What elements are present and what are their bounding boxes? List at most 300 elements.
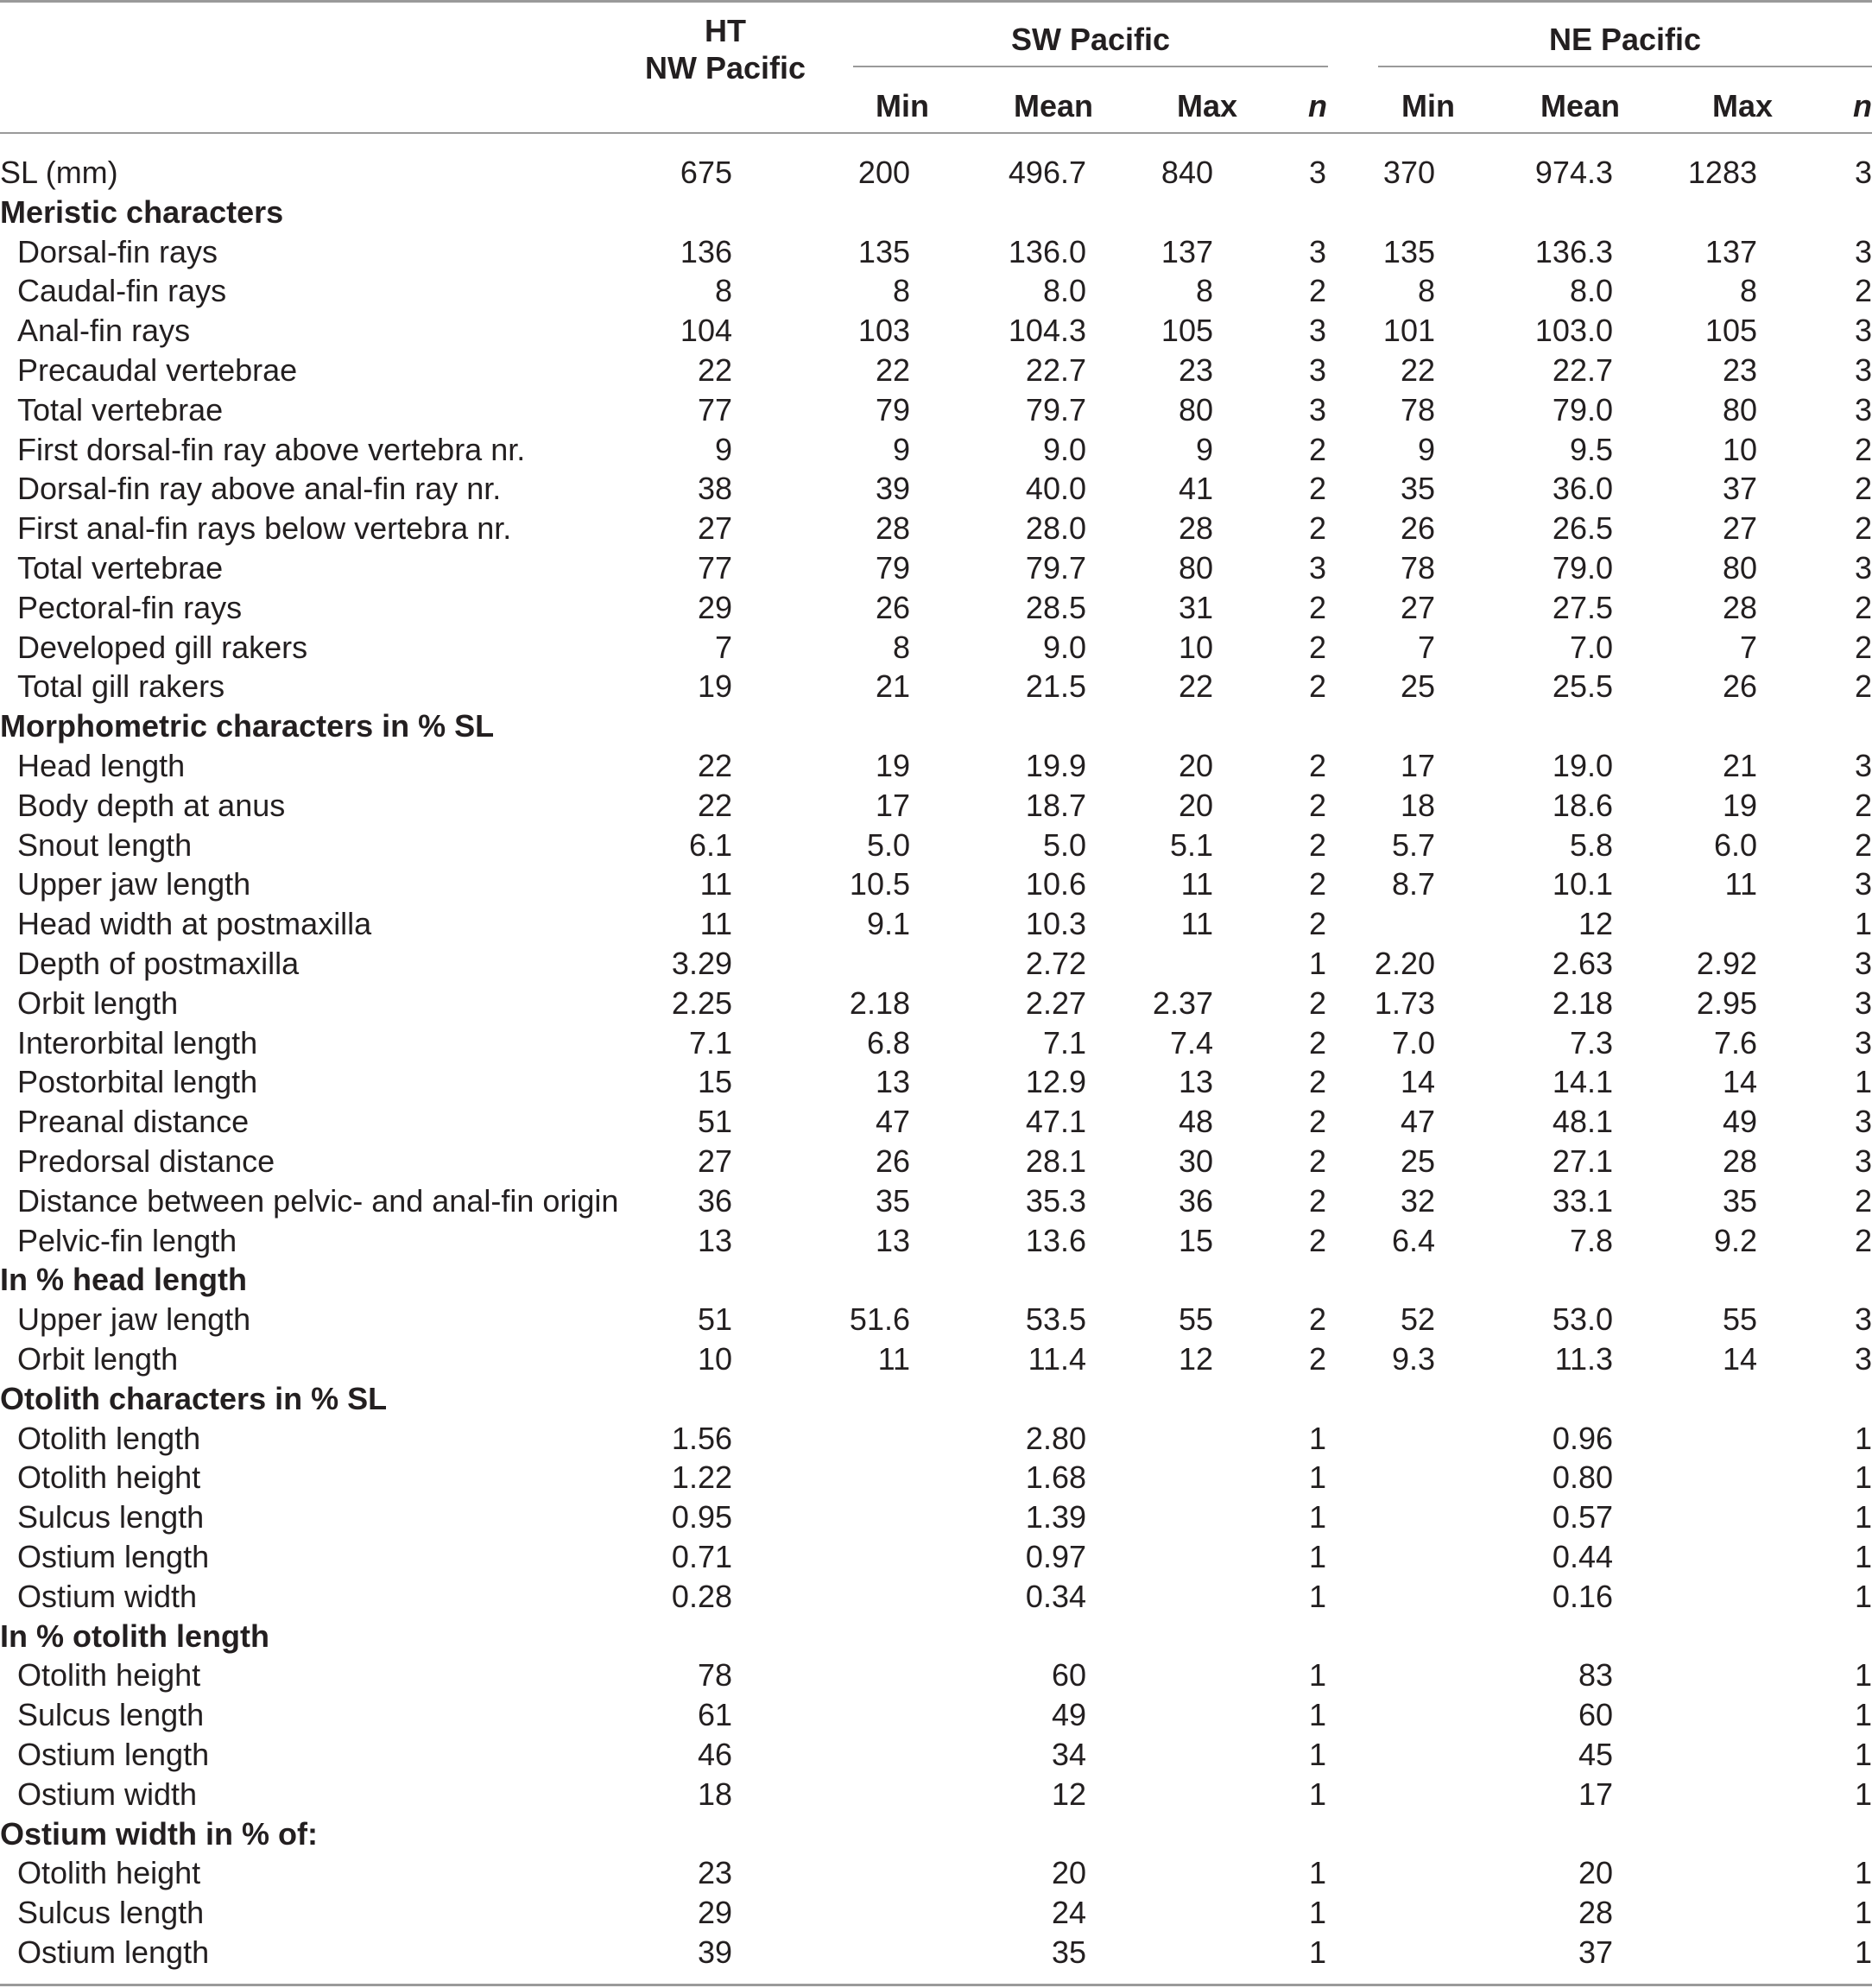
- table-row: [0, 430, 1872, 470]
- cell-sw-min: 28: [875, 510, 910, 547]
- cell-ht: 38: [697, 471, 732, 507]
- cell-ht: 29: [697, 589, 732, 625]
- cell-sw-n: 1: [1308, 1459, 1326, 1496]
- section-heading-row: [0, 706, 1872, 746]
- cell-ne-mean: 10.1: [1552, 866, 1613, 902]
- table-row: [0, 351, 1872, 390]
- cell-ht: 36: [697, 1182, 732, 1219]
- table-row: [0, 667, 1872, 706]
- cell-ne-min: 26: [1400, 510, 1435, 547]
- table-row: [0, 1537, 1872, 1577]
- cell-sw-n: 1: [1308, 1934, 1326, 1970]
- cell-ne-n: 1: [1854, 1855, 1872, 1891]
- cell-sw-mean: 40.0: [1025, 471, 1086, 507]
- cell-ht: 18: [697, 1776, 732, 1812]
- cell-sw-n: 2: [1308, 1064, 1326, 1100]
- table-row: [0, 1775, 1872, 1814]
- table-row: [0, 1853, 1872, 1893]
- table-row: [0, 1497, 1872, 1537]
- cell-sw-min: 47: [875, 1104, 910, 1140]
- cell-ht: 7.1: [688, 1024, 732, 1060]
- cell-sw-mean: 2.72: [1025, 946, 1086, 981]
- cell-ne-n: 3: [1854, 1024, 1872, 1060]
- table-row: [0, 1695, 1872, 1735]
- cell-ne-n: 2: [1854, 787, 1872, 823]
- cell-ne-min: 6.4: [1391, 1222, 1435, 1258]
- cell-ne-mean: 7.0: [1569, 629, 1613, 665]
- table-row: [0, 1023, 1872, 1063]
- row-label: Ostium width: [17, 1776, 198, 1812]
- cell-sw-n: 2: [1308, 866, 1326, 902]
- cell-ne-mean: 9.5: [1569, 431, 1613, 467]
- cell-ne-mean: 79.0: [1552, 550, 1613, 586]
- cell-sw-mean: 1.39: [1025, 1499, 1086, 1535]
- row-label: Ostium length: [17, 1934, 210, 1970]
- cell-ht: 8: [714, 273, 732, 309]
- cell-ht: 22: [697, 352, 732, 388]
- cell-ne-mean: 28: [1578, 1895, 1613, 1931]
- cell-sw-n: 3: [1308, 233, 1326, 269]
- cell-sw-n: 2: [1308, 471, 1326, 507]
- cell-ne-mean: 79.0: [1552, 391, 1613, 427]
- row-label: Ostium width: [17, 1578, 198, 1614]
- header-ne-n: n: [1853, 88, 1872, 123]
- cell-sw-mean: 24: [1051, 1895, 1086, 1931]
- cell-sw-n: 2: [1308, 629, 1326, 665]
- cell-sw-max: 8: [1195, 273, 1213, 309]
- cell-sw-n: 1: [1308, 1539, 1326, 1574]
- cell-sw-min: 8: [892, 629, 910, 665]
- cell-ht: 29: [697, 1895, 732, 1931]
- cell-sw-mean: 79.7: [1025, 550, 1086, 586]
- cell-ne-mean: 33.1: [1552, 1182, 1613, 1219]
- cell-ht: 1.56: [671, 1420, 732, 1456]
- cell-ne-max: 137: [1704, 233, 1757, 269]
- cell-ne-min: 5.7: [1391, 826, 1435, 863]
- cell-sw-mean: 35.3: [1025, 1182, 1086, 1219]
- row-label: Head length: [17, 748, 186, 783]
- cell-ne-max: 27: [1722, 510, 1757, 547]
- cell-ne-min: 9.3: [1391, 1341, 1435, 1377]
- cell-sw-n: 1: [1308, 1499, 1326, 1535]
- cell-sw-max: 2.37: [1152, 985, 1213, 1021]
- table-row: [0, 904, 1872, 944]
- cell-ne-n: 3: [1854, 1301, 1872, 1338]
- cell-ne-min: 14: [1400, 1064, 1435, 1100]
- cell-sw-min: 9: [892, 431, 910, 467]
- cell-ne-mean: 7.3: [1569, 1024, 1613, 1060]
- cell-ht: 104: [680, 313, 732, 349]
- cell-ne-n: 2: [1854, 1182, 1872, 1219]
- table-row: [0, 390, 1872, 430]
- header-ne-pacific: NE Pacific: [1548, 22, 1702, 57]
- row-label: SL (mm): [0, 155, 118, 190]
- cell-sw-max: 41: [1178, 471, 1213, 507]
- cell-ht: 77: [697, 550, 732, 586]
- cell-ht: 13: [697, 1222, 732, 1258]
- cell-sw-max: 36: [1178, 1182, 1213, 1219]
- cell-ne-min: 27: [1400, 589, 1435, 625]
- cell-ne-mean: 45: [1578, 1737, 1613, 1772]
- cell-sw-min: 135: [857, 233, 910, 269]
- cell-sw-mean: 18.7: [1025, 787, 1086, 823]
- cell-ne-n: 3: [1854, 985, 1872, 1021]
- cell-ht: 77: [697, 391, 732, 427]
- cell-sw-min: 79: [875, 391, 910, 427]
- cell-ne-mean: 19.0: [1552, 748, 1613, 783]
- table-row: [0, 628, 1872, 668]
- row-label: Dorsal-fin ray above anal-fin ray nr.: [17, 471, 502, 507]
- row-label: Total gill rakers: [17, 668, 225, 705]
- cell-sw-max: 105: [1161, 313, 1213, 349]
- row-label: Body depth at anus: [17, 787, 286, 823]
- cell-ne-n: 2: [1854, 510, 1872, 547]
- cell-ne-min: 52: [1400, 1301, 1435, 1338]
- cell-sw-n: 1: [1308, 1737, 1326, 1772]
- cell-ne-n: 1: [1854, 1499, 1872, 1535]
- cell-sw-mean: 28.5: [1025, 589, 1086, 625]
- cell-sw-max: 15: [1178, 1222, 1213, 1258]
- cell-ht: 1.22: [671, 1459, 732, 1496]
- row-label: First dorsal-fin ray above vertebra nr.: [17, 431, 526, 467]
- cell-sw-min: 9.1: [866, 906, 910, 942]
- cell-ne-n: 3: [1854, 1104, 1872, 1140]
- header-ne-min: Min: [1401, 88, 1455, 123]
- cell-sw-min: 13: [875, 1064, 910, 1100]
- cell-ne-n: 3: [1854, 550, 1872, 586]
- cell-ne-mean: 2.18: [1552, 985, 1613, 1021]
- cell-ne-min: 101: [1382, 313, 1435, 349]
- cell-ne-mean: 37: [1578, 1934, 1613, 1970]
- cell-sw-n: 2: [1308, 1222, 1326, 1258]
- cell-ne-min: 7: [1417, 629, 1435, 665]
- cell-sw-mean: 60: [1051, 1657, 1086, 1694]
- cell-ht: 0.28: [671, 1578, 732, 1614]
- section-heading: Otolith characters in % SL: [0, 1380, 388, 1416]
- cell-ne-min: 32: [1400, 1182, 1435, 1219]
- cell-ne-n: 3: [1854, 748, 1872, 783]
- row-label: Upper jaw length: [17, 1301, 251, 1338]
- table-row: [0, 944, 1872, 984]
- cell-ht: 51: [697, 1301, 732, 1338]
- cell-ne-n: 3: [1854, 1143, 1872, 1179]
- cell-ne-n: 1: [1854, 1064, 1872, 1100]
- cell-sw-n: 2: [1308, 826, 1326, 863]
- cell-ne-mean: 26.5: [1552, 510, 1613, 547]
- row-label: Otolith height: [17, 1855, 201, 1891]
- cell-sw-n: 2: [1308, 668, 1326, 705]
- row-label: Dorsal-fin rays: [17, 233, 218, 269]
- header-ne-max: Max: [1711, 88, 1774, 123]
- cell-sw-mean: 35: [1051, 1934, 1086, 1970]
- table-row: [0, 509, 1872, 548]
- cell-sw-min: 35: [875, 1182, 910, 1219]
- cell-ht: 22: [697, 748, 732, 783]
- cell-ne-n: 1: [1854, 1539, 1872, 1574]
- cell-sw-mean: 496.7: [1008, 155, 1086, 190]
- cell-ne-n: 2: [1854, 589, 1872, 625]
- cell-ht: 23: [697, 1855, 732, 1891]
- cell-sw-mean: 7.1: [1042, 1024, 1086, 1060]
- table-row: [0, 984, 1872, 1023]
- cell-ht: 27: [697, 510, 732, 547]
- cell-ne-min: 135: [1382, 233, 1435, 269]
- cell-ne-min: 8.7: [1391, 866, 1435, 902]
- table-row: [0, 1062, 1872, 1102]
- cell-ne-n: 3: [1854, 391, 1872, 427]
- cell-ne-n: 2: [1854, 431, 1872, 467]
- table-row: [0, 588, 1872, 628]
- cell-sw-n: 2: [1308, 1182, 1326, 1219]
- cell-ne-n: 2: [1854, 273, 1872, 309]
- cell-ne-mean: 0.96: [1552, 1420, 1613, 1456]
- row-label: Sulcus length: [17, 1499, 205, 1535]
- table-row: [0, 1656, 1872, 1695]
- cell-sw-n: 2: [1308, 1143, 1326, 1179]
- cell-ne-mean: 20: [1578, 1855, 1613, 1891]
- cell-sw-mean: 34: [1051, 1737, 1086, 1772]
- cell-ne-n: 3: [1854, 352, 1872, 388]
- table-row: [0, 232, 1872, 272]
- cell-ne-mean: 0.16: [1552, 1578, 1613, 1614]
- cell-sw-mean: 21.5: [1025, 668, 1086, 705]
- cell-ne-n: 1: [1854, 1934, 1872, 1970]
- row-label: Snout length: [17, 826, 193, 863]
- cell-ne-mean: 27.1: [1552, 1143, 1613, 1179]
- table-row: [0, 1339, 1872, 1379]
- cell-ht: 11: [699, 866, 732, 902]
- cell-sw-n: 1: [1308, 1697, 1326, 1733]
- cell-ht: 9: [714, 431, 732, 467]
- cell-ht: 0.71: [671, 1539, 732, 1574]
- cell-sw-mean: 0.97: [1025, 1539, 1086, 1574]
- row-label: Head width at postmaxilla: [17, 906, 372, 942]
- cell-ht: 39: [697, 1934, 732, 1970]
- cell-ne-mean: 0.80: [1552, 1459, 1613, 1496]
- table-row: [0, 1221, 1872, 1261]
- cell-sw-max: 31: [1178, 589, 1213, 625]
- cell-ne-max: 2.95: [1696, 985, 1757, 1021]
- cell-ne-min: 370: [1382, 155, 1435, 190]
- cell-sw-max: 11: [1180, 906, 1213, 942]
- cell-ne-max: 10: [1722, 431, 1757, 467]
- row-label: Caudal-fin rays: [17, 273, 227, 309]
- cell-ht: 10: [697, 1341, 732, 1377]
- cell-sw-n: 2: [1308, 906, 1326, 942]
- cell-sw-min: 5.0: [866, 826, 910, 863]
- section-heading-row: [0, 193, 1872, 232]
- cell-ne-max: 1283: [1687, 155, 1757, 190]
- cell-ht: 78: [697, 1657, 732, 1694]
- section-heading: Morphometric characters in % SL: [0, 708, 495, 744]
- cell-ne-n: 1: [1854, 1459, 1872, 1496]
- cell-sw-n: 2: [1308, 510, 1326, 547]
- header-sw-pacific: SW Pacific: [1010, 22, 1171, 57]
- cell-ne-min: 18: [1400, 787, 1435, 823]
- cell-sw-min: 79: [875, 550, 910, 586]
- cell-sw-n: 2: [1308, 1301, 1326, 1338]
- cell-sw-max: 80: [1178, 550, 1213, 586]
- cell-ne-min: 78: [1400, 391, 1435, 427]
- row-label: Sulcus length: [17, 1895, 205, 1931]
- header-sw-min: Min: [876, 88, 929, 123]
- cell-sw-n: 1: [1308, 1895, 1326, 1931]
- cell-sw-mean: 22.7: [1025, 352, 1086, 388]
- cell-ne-n: 1: [1854, 1697, 1872, 1733]
- cell-sw-mean: 12: [1051, 1776, 1086, 1812]
- cell-sw-min: 22: [875, 352, 910, 388]
- table-row: [0, 271, 1872, 311]
- cell-ne-n: 1: [1854, 1420, 1872, 1456]
- cell-sw-max: 840: [1161, 155, 1213, 190]
- cell-ne-mean: 0.57: [1552, 1499, 1613, 1535]
- cell-ne-max: 14: [1722, 1064, 1757, 1100]
- cell-ne-n: 1: [1854, 1578, 1872, 1614]
- cell-ne-n: 3: [1854, 1341, 1872, 1377]
- cell-sw-min: 26: [875, 1143, 910, 1179]
- ne-group-rule: [1378, 66, 1872, 67]
- row-label: Pectoral-fin rays: [17, 589, 243, 625]
- cell-ne-max: 28: [1722, 589, 1757, 625]
- row-label: Developed gill rakers: [17, 629, 308, 665]
- cell-ne-min: 1.73: [1374, 985, 1435, 1021]
- cell-ht: 2.25: [671, 985, 732, 1021]
- cell-sw-min: 21: [875, 668, 910, 705]
- cell-sw-min: 17: [875, 787, 910, 823]
- cell-sw-max: 11: [1180, 866, 1213, 902]
- table-row: [0, 746, 1872, 786]
- table-row: [0, 1419, 1872, 1459]
- cell-sw-mean: 5.0: [1042, 826, 1086, 863]
- cell-ne-max: 2.92: [1696, 946, 1757, 981]
- cell-ne-max: 9.2: [1713, 1222, 1757, 1258]
- cell-ne-max: 23: [1722, 352, 1757, 388]
- cell-sw-n: 2: [1308, 787, 1326, 823]
- cell-ne-min: 22: [1400, 352, 1435, 388]
- cell-ne-n: 3: [1854, 866, 1872, 902]
- cell-ne-n: 1: [1854, 1776, 1872, 1812]
- cell-sw-min: 39: [875, 471, 910, 507]
- cell-ne-mean: 60: [1578, 1697, 1613, 1733]
- table-row: [0, 1577, 1872, 1617]
- cell-sw-max: 137: [1161, 233, 1213, 269]
- cell-sw-n: 3: [1308, 391, 1326, 427]
- cell-ne-max: 7: [1739, 629, 1757, 665]
- cell-sw-max: 30: [1178, 1143, 1213, 1179]
- cell-sw-max: 9: [1195, 431, 1213, 467]
- cell-ne-n: 3: [1854, 233, 1872, 269]
- row-label: First anal-fin rays below vertebra nr.: [17, 510, 512, 547]
- cell-ht: 675: [680, 155, 732, 190]
- cell-ht: 15: [697, 1064, 732, 1100]
- cell-ne-n: 3: [1854, 946, 1872, 981]
- cell-ne-mean: 103.0: [1534, 313, 1613, 349]
- cell-ne-mean: 83: [1578, 1657, 1613, 1694]
- row-label: Total vertebrae: [17, 550, 224, 586]
- row-label: Upper jaw length: [17, 866, 251, 902]
- cell-ne-min: 2.20: [1374, 946, 1435, 981]
- cell-ne-min: 8: [1417, 273, 1435, 309]
- cell-sw-n: 2: [1308, 1024, 1326, 1060]
- cell-ht: 6.1: [688, 826, 732, 863]
- cell-ne-min: 25: [1400, 1143, 1435, 1179]
- cell-sw-n: 1: [1308, 1657, 1326, 1694]
- cell-sw-mean: 28.0: [1025, 510, 1086, 547]
- section-heading-row: [0, 1814, 1872, 1854]
- cell-ne-n: 2: [1854, 668, 1872, 705]
- cell-sw-mean: 13.6: [1025, 1222, 1086, 1258]
- table-row: [0, 469, 1872, 509]
- cell-ne-max: 7.6: [1713, 1024, 1757, 1060]
- cell-ne-mean: 5.8: [1569, 826, 1613, 863]
- cell-sw-n: 2: [1308, 589, 1326, 625]
- table-row: [0, 1102, 1872, 1142]
- row-label: Sulcus length: [17, 1697, 205, 1733]
- table-row: [0, 1300, 1872, 1339]
- cell-ne-mean: 136.3: [1534, 233, 1613, 269]
- cell-ne-mean: 11.3: [1554, 1341, 1613, 1377]
- cell-sw-mean: 79.7: [1025, 391, 1086, 427]
- cell-ne-mean: 0.44: [1552, 1539, 1613, 1574]
- cell-ne-max: 55: [1722, 1301, 1757, 1338]
- cell-sw-mean: 12.9: [1025, 1064, 1086, 1100]
- cell-ne-mean: 2.63: [1552, 946, 1613, 981]
- cell-ht: 0.95: [671, 1499, 732, 1535]
- table-row: [0, 864, 1872, 904]
- cell-ht: 61: [697, 1697, 732, 1733]
- section-heading: Ostium width in % of:: [0, 1815, 318, 1852]
- cell-sw-max: 12: [1178, 1341, 1213, 1377]
- section-heading-row: [0, 1617, 1872, 1656]
- cell-ne-mean: 18.6: [1552, 787, 1613, 823]
- cell-ht: 7: [714, 629, 732, 665]
- section-heading: In % head length: [0, 1262, 248, 1298]
- cell-ne-mean: 25.5: [1552, 668, 1613, 705]
- cell-sw-mean: 9.0: [1042, 629, 1086, 665]
- section-heading-row: [0, 1379, 1872, 1419]
- cell-ne-max: 14: [1722, 1341, 1757, 1377]
- table-row: [0, 548, 1872, 588]
- top-rule: [0, 0, 1872, 3]
- cell-ht: 3.29: [671, 946, 732, 981]
- header-sw-max: Max: [1176, 88, 1238, 123]
- cell-ne-mean: 53.0: [1552, 1301, 1613, 1338]
- header-ht-region: NW Pacific: [644, 50, 806, 85]
- cell-sw-n: 1: [1308, 946, 1326, 981]
- cell-sw-min: 11: [877, 1341, 910, 1377]
- cell-ne-min: 7.0: [1391, 1024, 1435, 1060]
- cell-ht: 46: [697, 1737, 732, 1772]
- table-row: [0, 826, 1872, 865]
- cell-ht: 27: [697, 1143, 732, 1179]
- header-sw-n: n: [1308, 88, 1327, 123]
- cell-ne-mean: 36.0: [1552, 471, 1613, 507]
- cell-sw-mean: 53.5: [1025, 1301, 1086, 1338]
- cell-sw-min: 103: [857, 313, 910, 349]
- cell-sw-mean: 11.4: [1028, 1341, 1086, 1377]
- cell-ne-mean: 8.0: [1569, 273, 1613, 309]
- row-label: Predorsal distance: [17, 1143, 275, 1179]
- cell-sw-mean: 28.1: [1025, 1143, 1086, 1179]
- section-heading: In % otolith length: [0, 1618, 269, 1654]
- cell-sw-max: 20: [1178, 748, 1213, 783]
- cell-ne-max: 80: [1722, 550, 1757, 586]
- cell-ne-max: 8: [1739, 273, 1757, 309]
- table-row: [0, 1735, 1872, 1775]
- cell-ne-max: 19: [1722, 787, 1757, 823]
- cell-sw-mean: 47.1: [1025, 1104, 1086, 1140]
- row-label: Distance between pelvic- and anal-fin origin: [17, 1182, 619, 1219]
